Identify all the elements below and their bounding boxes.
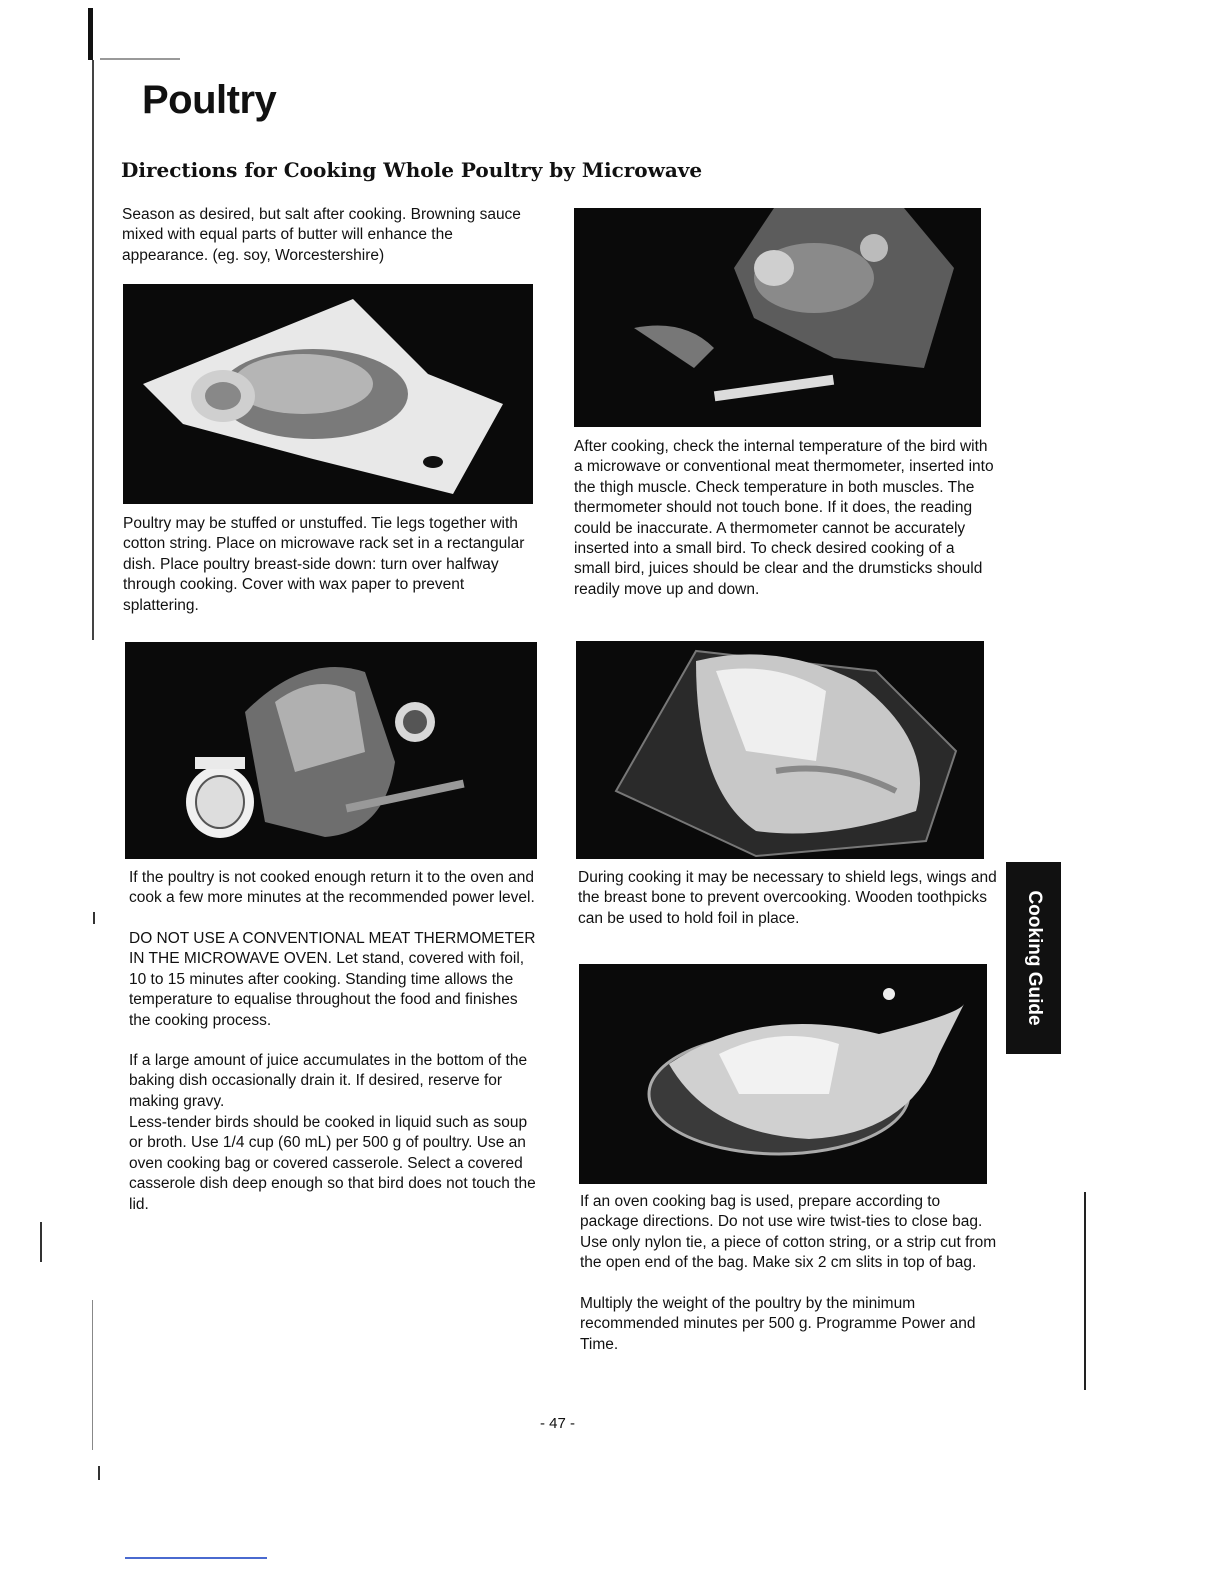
caption-paragraph: DO NOT USE A CONVENTIONAL MEAT THERMOMETER IN THE MICROWAVE OVEN. Let stand, covered with foil, 10 to 15 minutes after cooking. Standing time allows the temperature to equalise throughout the food and finishes the cooking process. <box>129 930 536 1029</box>
right-rule <box>1084 1192 1086 1390</box>
margin-line <box>92 60 94 640</box>
caption-paragraph: If a large amount of juice accumulates in the bottom of the baking dish occasionally drain it. If desired, reserve for making gravy. <box>129 1052 528 1110</box>
caption-paragraph: Poultry may be stuffed or unstuffed. Tie legs together with cotton string. Place on microwave rack set in a rectangular dish. Place poultry breast-side down: turn over halfway through cooking. Cover with wax paper to prevent splattering. <box>123 515 525 614</box>
margin-tick <box>98 1466 100 1480</box>
caption-paragraph: After cooking, check the internal temperature of the bird with a microwave or conventional meat thermometer, inserted into the thigh muscle. Check temperature in both muscles. The thermometer should not touch bone. If it does, the reading could be inaccurate. A thermometer cannot be accurately inserted into a small bird. To check desired cooking of a small bird, juices should be clear and the drumsticks should readily move up and down. <box>574 438 994 598</box>
foil-shielding-photo <box>576 641 984 859</box>
intro-paragraph: Season as desired, but salt after cooking. Browning sauce mixed with equal parts of butter will enhance the appearance. (eg. soy, Worcestershire) <box>122 206 521 264</box>
section-subtitle: Directions for Cooking Whole Poultry by Microwave <box>121 158 703 182</box>
margin-line <box>88 8 93 60</box>
caption-paragraph: If the poultry is not cooked enough return it to the oven and cook a few more minutes at the recommended power level. <box>129 869 535 907</box>
bottom-link-line <box>125 1557 267 1559</box>
caption-paragraph: Multiply the weight of the poultry by the minimum recommended minutes per 500 g. Programme Power and Time. <box>580 1295 976 1353</box>
scan-speck <box>100 58 180 60</box>
page-title: Poultry <box>142 78 277 122</box>
margin-tick <box>93 912 95 924</box>
caption-paragraph: If an oven cooking bag is used, prepare according to package directions. Do not use wire twist-ties to close bag. Use only nylon tie, a piece of cotton string, or a strip cut from the open end of the bag. Make six 2 cm slits in top of bag. <box>580 1193 997 1272</box>
caption-paragraph: Less-tender birds should be cooked in liquid such as soup or broth. Use 1/4 cup (60 mL) per 500 g of poultry. Use an oven cooking bag or covered casserole. Select a covered casserole dish deep enough so that bird does not touch the lid. <box>129 1114 536 1213</box>
margin-tick <box>92 1300 93 1450</box>
margin-tick <box>40 1222 42 1262</box>
caption-paragraph: During cooking it may be necessary to shield legs, wings and the breast bone to prevent overcooking. Wooden toothpicks can be used to hold foil in place. <box>578 869 997 927</box>
side-tab-label: Cooking Guide <box>1023 890 1045 1026</box>
section-side-tab <box>1006 862 1061 1054</box>
page-number: - 47 - <box>540 1415 576 1432</box>
poultry-wax-paper-photo <box>123 284 533 504</box>
thermometer-check-photo <box>574 208 981 427</box>
oven-bag-photo <box>579 964 987 1184</box>
foil-thermometer-photo <box>125 642 537 859</box>
